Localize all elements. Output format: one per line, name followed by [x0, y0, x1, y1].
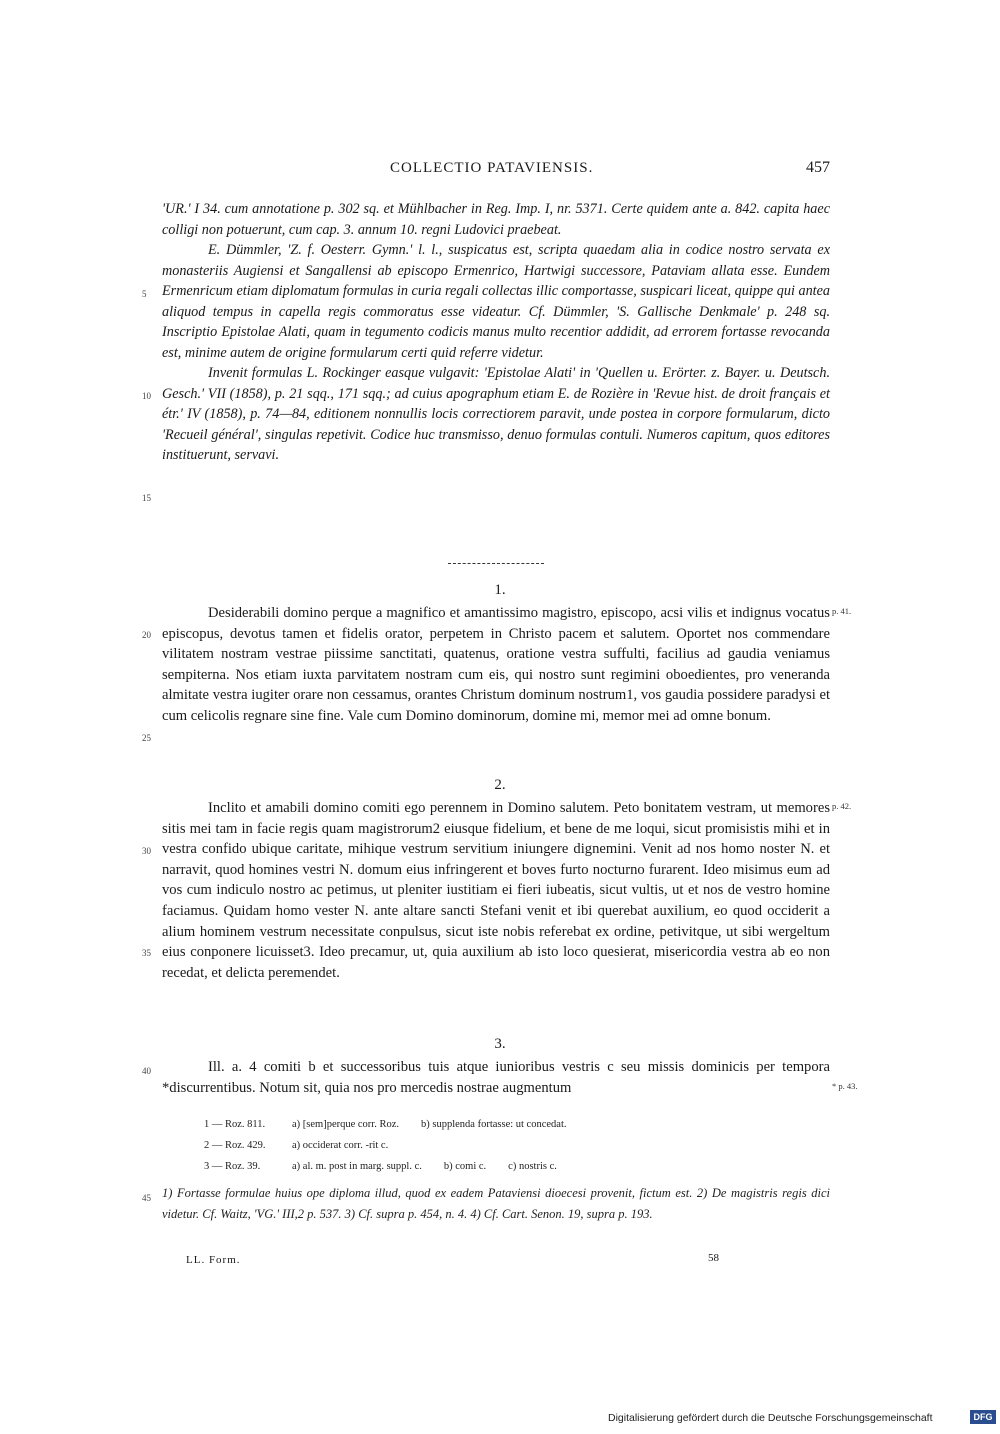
critical-apparatus: [204, 1114, 567, 1177]
section-1-text: [162, 603, 830, 727]
apparatus-note: a) al. m. post in marg. suppl. c.: [292, 1161, 422, 1172]
section-number-1: 1.: [494, 582, 506, 598]
apparatus-note: c) nostris c.: [508, 1161, 557, 1172]
apparatus-note: b) supplenda fortasse: ut concedat.: [421, 1119, 567, 1130]
running-head-title: COLLECTIO PATAVIENSIS.: [390, 160, 594, 176]
intro-paragraph-2: E. Dümmler, 'Z. f. Oesterr. Gymn.' l. l., suspicatus est, scripta quaedam alia in codice nostro servata ex monasteriis Augiensi et Sangallensi ab episcopo Ermenrico, Hartwigi successore, Pataviam allata esse. Eundem Ermenricum etiam diplomatum formulas in curia regali collectas illic comportasse, suspicari liceat, quippe qui antea aliquod tempus in capella regis commoratus esse videatur. Cf. Dümmler, 'S. Gallische Denkmale' p. 248 sq. Inscriptio Epistolae Alati, quam in tegumento codicis manus multo recentior addidit, ad errorem fortasse revocanda est, minime autem de origine formularum certi quid referre videtur.: [162, 242, 830, 361]
section-3-text: [162, 1057, 830, 1098]
section-2-paragraph: Inclito et amabili domino comiti ego perennem in Domino salutem. Peto bonitatem vestram, ut memores sitis mei tam in facie regis quam magistrorum2 eiusque fidelium, et bene de me loqui, sicut promisistis mihi et in vestra confido ubique caritate, mihique vestrum servitium iniungere dignemini. Venit ad nos homo noster N. et narravit, quod homines vestri N. domum eius infringerent et boves furto nocturno furarent. Ideo misimus eum ad vos cum indiculo nostro ac petimus, ut pleniter iustitiam ei fieri iubeatis, sicut vultis, ut et nos de vestro homine faciamus. Quidam homo vester N. ante altare sancti Stefani venit et ibi querebat auxilium, eo quod occiderit a alium hominem vestrum necessitate conpulsus, sicut iste nobis referebat ex ordine, petivitque, ut sibi wergeltum eius conponere licuisset3. Ideo precamur, ut, quia auxilium ab isto loco quesierat, misericordia vestra ab eo non recedat, et delicta peremendet.: [162, 800, 830, 981]
section-3-paragraph: Ill. a. 4 comiti b et successoribus tuis atque iunioribus vestris c seu missis dominicis per tempora *discurrentibus. Notum sit, quia nos pro mercedis nostrae augmentum: [162, 1059, 830, 1096]
line-number-45: 45: [142, 1193, 151, 1203]
page-number: 457: [806, 159, 830, 176]
sheet-number: 58: [708, 1252, 719, 1264]
apparatus-key: 3 — Roz. 39.: [204, 1161, 261, 1172]
margin-page-ref-41: p. 41.: [832, 606, 852, 616]
section-2-text: [162, 798, 830, 983]
section-number-3: 3.: [494, 1036, 506, 1052]
apparatus-row: [204, 1156, 567, 1177]
apparatus-key: 2 — Roz. 429.: [204, 1140, 266, 1151]
section-separator: [448, 563, 544, 564]
apparatus-key: 1 — Roz. 811.: [204, 1119, 266, 1130]
footnotes: 1) Fortasse formulae huius ope diploma illud, quod ex eadem Pataviensi dioecesi provenit, fictum est. 2) De magistris regis dici videtur. Cf. Waitz, 'VG.' III,2 p. 537. 3) Cf. supra p. 454, n. 4. 4) Cf. Cart. Senon. 19, supra p. 193.: [162, 1186, 830, 1221]
line-number-5: 5: [142, 289, 147, 299]
section-number-2: 2.: [494, 777, 506, 793]
line-number-15: 15: [142, 493, 151, 503]
apparatus-note: a) occiderat corr. -rit c.: [292, 1140, 389, 1151]
signature-mark: LL. Form.: [186, 1254, 241, 1266]
margin-page-ref-43: * p. 43.: [832, 1081, 858, 1091]
dfg-logo: DFG: [970, 1410, 996, 1424]
section-1-paragraph: Desiderabili domino perque a magnifico et amantissimo magistro, episcopo, acsi vilis et indignus vocatus episcopus, devotus tamen et fidelis orator, perpetem in Christo pacem et salutem. Oportet nos commendare vilitatem nostram vestrae piissime sanctitati, quatenus, oratione vestra suffulti, facilius ad gaudia veniamus sempiterna. Nos etiam iuxta parvitatem nostram cum eis, qui nostro sunt regimini oboedientes, pro veneranda almitate vestra iugiter orare non cessamus, orantes Christum dominum nostrum1, vos gaudia possidere paradysi et cum celicolis regnare sine fine. Vale cum Domino dominorum, domine mi, memor mei ad omne bonum.: [162, 605, 830, 724]
apparatus-row: [204, 1135, 567, 1156]
line-number-35: 35: [142, 948, 151, 958]
line-number-10: 10: [142, 391, 151, 401]
apparatus-row: [204, 1114, 567, 1135]
margin-page-ref-42: p. 42.: [832, 801, 852, 811]
line-number-40: 40: [142, 1066, 151, 1076]
intro-paragraph-3: Invenit formulas L. Rockinger easque vulgavit: 'Epistolae Alati' in 'Quellen u. Erörter. z. Bayer. u. Deutsch. Gesch.' VII (1858), p. 21 sqq., 171 sqq.; ad cuius apographum etiam E. de Rozière in 'Revue hist. de droit français et étr.' IV (1858), p. 74—84, editionem nonnullis locis correctiorem paravit, unde postea in corpore formularum, dicto 'Recueil général', singulas repetivit. Codice huc transmisso, denuo formulas contuli. Numeros capitum, quos editores instituerunt, servavi.: [162, 365, 830, 463]
digitization-credit: Digitalisierung gefördert durch die Deutsche Forschungsgemeinschaft: [608, 1412, 933, 1424]
apparatus-note: b) comi c.: [443, 1161, 487, 1172]
line-number-25: 25: [142, 733, 151, 743]
line-number-20: 20: [142, 630, 151, 640]
introduction: [162, 199, 830, 466]
line-number-30: 30: [142, 846, 151, 856]
intro-paragraph-1: 'UR.' I 34. cum annotatione p. 302 sq. et Mühlbacher in Reg. Imp. I, nr. 5371. Certe quidem ante a. 842. capita haec colligi non potuerunt, cum cap. 3. annum 10. regni Ludovici praebeat.: [162, 201, 830, 238]
apparatus-note: a) [sem]perque corr. Roz.: [292, 1119, 399, 1130]
